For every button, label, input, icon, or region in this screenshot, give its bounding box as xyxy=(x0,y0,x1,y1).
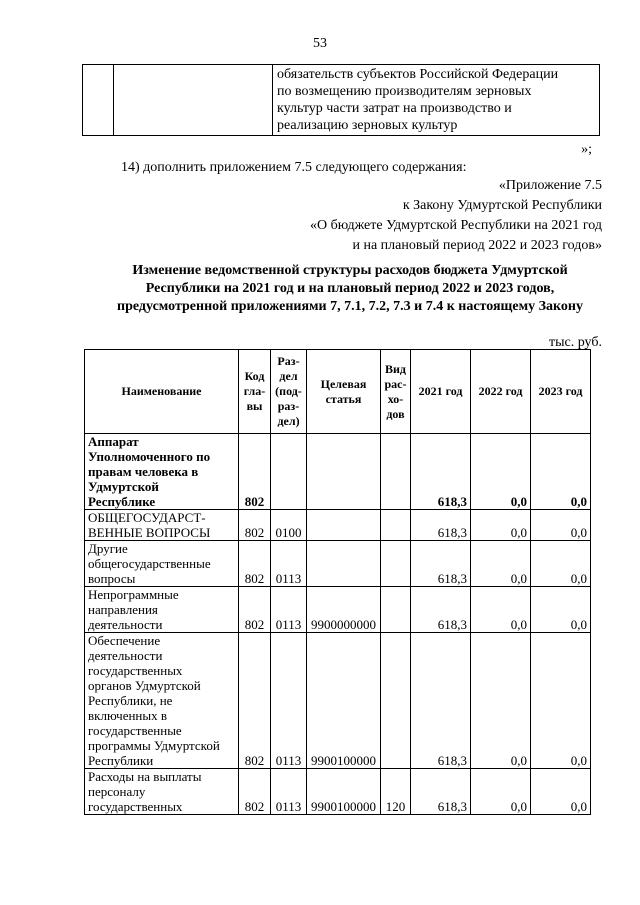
cell-2023: 0,0 xyxy=(531,769,591,815)
appendix-line: к Закону Удмуртской Республики xyxy=(402,198,602,213)
header-code xyxy=(239,350,271,434)
expenditure-table xyxy=(84,349,591,815)
header-line: вы xyxy=(246,399,263,413)
cell-name-line: программы Удмуртской xyxy=(88,738,220,753)
header-name xyxy=(85,350,239,434)
appendix-line: «Приложение 7.5 xyxy=(498,178,602,193)
header-2023 xyxy=(531,350,591,434)
title-line: предусмотренной приложениями 7, 7.1, 7.2, 7.3 и 7.4 к настоящему Закону xyxy=(117,299,583,314)
cell-section: 0113 xyxy=(271,769,307,815)
header-section xyxy=(271,350,307,434)
cell-name-line: вопросы xyxy=(88,571,136,586)
cell-code: 802 xyxy=(239,541,271,587)
closing-quote: »; xyxy=(581,142,592,157)
cell-name-line: деятельности xyxy=(88,617,163,632)
fragment-line: по возмещению производителям зерновых xyxy=(277,84,532,99)
cell-2023: 0,0 xyxy=(531,587,591,633)
header-line: Наименование xyxy=(121,384,202,398)
table-row xyxy=(85,510,591,541)
instruction-text: 14) дополнить приложением 7.5 следующего содержания: xyxy=(121,160,467,175)
cell-name-line: Республике xyxy=(88,494,156,509)
header-line: гла- xyxy=(243,384,266,398)
header-line: (под- xyxy=(275,384,302,398)
header-line: Код xyxy=(244,369,265,383)
cell-2023: 0,0 xyxy=(531,541,591,587)
cell-2022: 0,0 xyxy=(471,633,531,769)
header-line: 2023 год xyxy=(538,384,583,398)
fragment-line: культур части затрат на производство и xyxy=(277,101,512,116)
cell-name-line: ОБЩЕГОСУДАРСТ- xyxy=(88,510,206,525)
header-type xyxy=(381,350,411,434)
cell-name-line: Аппарат xyxy=(88,434,139,449)
cell-section: 0100 xyxy=(271,510,307,541)
header-2022 xyxy=(471,350,531,434)
units-label: тыс. руб. xyxy=(549,335,602,350)
cell-code: 802 xyxy=(239,587,271,633)
appendix-line: «О бюджете Удмуртской Республики на 2021 год xyxy=(309,218,602,233)
fragment-line: реализацию зерновых культур xyxy=(277,118,458,133)
cell-name xyxy=(85,633,239,769)
table-row xyxy=(85,434,591,510)
cell-2022: 0,0 xyxy=(471,510,531,541)
table-row xyxy=(85,541,591,587)
cell-name xyxy=(85,434,239,510)
title-line: Изменение ведомственной структуры расходов бюджета Удмуртской xyxy=(132,263,568,278)
previous-table-fragment xyxy=(82,64,600,136)
cell-2021: 618,3 xyxy=(411,633,471,769)
cell-name-line: ВЕННЫЕ ВОПРОСЫ xyxy=(88,525,211,540)
cell-type xyxy=(381,510,411,541)
header-target xyxy=(307,350,381,434)
header-line: раз- xyxy=(277,399,300,413)
title-line: Республики на 2021 год и на плановый период 2022 и 2023 годов, xyxy=(145,281,555,296)
cell-name-line: общегосударственные xyxy=(88,556,211,571)
cell-name xyxy=(85,510,239,541)
cell-name-line: органов Удмуртской xyxy=(88,678,201,693)
empty-cell xyxy=(83,65,114,136)
empty-cell xyxy=(114,65,273,136)
cell-target xyxy=(307,434,381,510)
cell-2021: 618,3 xyxy=(411,541,471,587)
cell-type xyxy=(381,434,411,510)
header-line: Раз- xyxy=(277,354,300,368)
header-line: Целевая xyxy=(320,376,367,391)
cell-name-line: государственных xyxy=(88,663,183,678)
cell-code: 802 xyxy=(239,633,271,769)
appendix-line: и на плановый период 2022 и 2023 годов» xyxy=(352,238,602,253)
header-line: Вид xyxy=(385,361,406,376)
cell-section: 0113 xyxy=(271,587,307,633)
cell-section: 0113 xyxy=(271,541,307,587)
cell-name-line: направления xyxy=(88,602,158,617)
appendix-header xyxy=(310,176,602,256)
cell-name-line: Расходы на выплаты xyxy=(88,769,202,784)
cell-target xyxy=(307,541,381,587)
document-title xyxy=(60,262,640,316)
cell-name-line: деятельности xyxy=(88,648,163,663)
cell-name-line: Республики xyxy=(88,753,154,768)
cell-section: 0113 xyxy=(271,633,307,769)
cell-name-line: Удмуртской xyxy=(88,479,159,494)
cell-2023: 0,0 xyxy=(531,633,591,769)
cell-code: 802 xyxy=(239,769,271,815)
cell-name-line: Уполномоченного по xyxy=(88,449,211,464)
cell-2023: 0,0 xyxy=(531,434,591,510)
header-line: хо- xyxy=(387,391,404,406)
cell-target: 9900100000 xyxy=(307,633,381,769)
table-row xyxy=(85,587,591,633)
table-header-row xyxy=(85,350,591,434)
header-line: дел xyxy=(279,369,298,383)
cell-name-line: Другие xyxy=(88,541,128,556)
cell-code: 802 xyxy=(239,510,271,541)
cell-2022: 0,0 xyxy=(471,587,531,633)
cell-name-line: правам человека в xyxy=(88,464,199,479)
cell-type xyxy=(381,633,411,769)
header-line: дел) xyxy=(277,414,300,428)
cell-name-line: Обеспечение xyxy=(88,633,161,648)
header-line: 2021 год xyxy=(418,384,463,398)
table-row xyxy=(85,633,591,769)
cell-2021: 618,3 xyxy=(411,587,471,633)
table-row xyxy=(85,769,591,815)
cell-code: 802 xyxy=(239,434,271,510)
cell-name-line: Республики, не xyxy=(88,693,173,708)
cell-name-line: государственные xyxy=(88,723,182,738)
cell-type xyxy=(381,541,411,587)
cell-2021: 618,3 xyxy=(411,510,471,541)
page-number: 53 xyxy=(313,36,327,51)
cell-name xyxy=(85,541,239,587)
fragment-line: обязательств субъектов Российской Федерации xyxy=(277,67,559,82)
cell-target: 9900000000 xyxy=(307,587,381,633)
header-line: дов xyxy=(386,406,405,421)
cell-2022: 0,0 xyxy=(471,434,531,510)
cell-name-line: Непрограммные xyxy=(88,587,179,602)
fragment-text xyxy=(273,65,600,136)
cell-name-line: включенных в xyxy=(88,708,168,723)
cell-section xyxy=(271,434,307,510)
cell-name xyxy=(85,587,239,633)
cell-target: 9900100000 xyxy=(307,769,381,815)
cell-type xyxy=(381,587,411,633)
cell-2022: 0,0 xyxy=(471,541,531,587)
cell-2023: 0,0 xyxy=(531,510,591,541)
cell-name xyxy=(85,769,239,815)
cell-target xyxy=(307,510,381,541)
header-line: 2022 год xyxy=(478,384,523,398)
cell-name-line: государственных xyxy=(88,799,183,814)
cell-2021: 618,3 xyxy=(411,769,471,815)
cell-2022: 0,0 xyxy=(471,769,531,815)
header-2021 xyxy=(411,350,471,434)
cell-name-line: персоналу xyxy=(88,784,146,799)
header-line: статья xyxy=(325,391,362,406)
header-line: рас- xyxy=(384,376,407,391)
cell-2021: 618,3 xyxy=(411,434,471,510)
cell-type: 120 xyxy=(381,769,411,815)
